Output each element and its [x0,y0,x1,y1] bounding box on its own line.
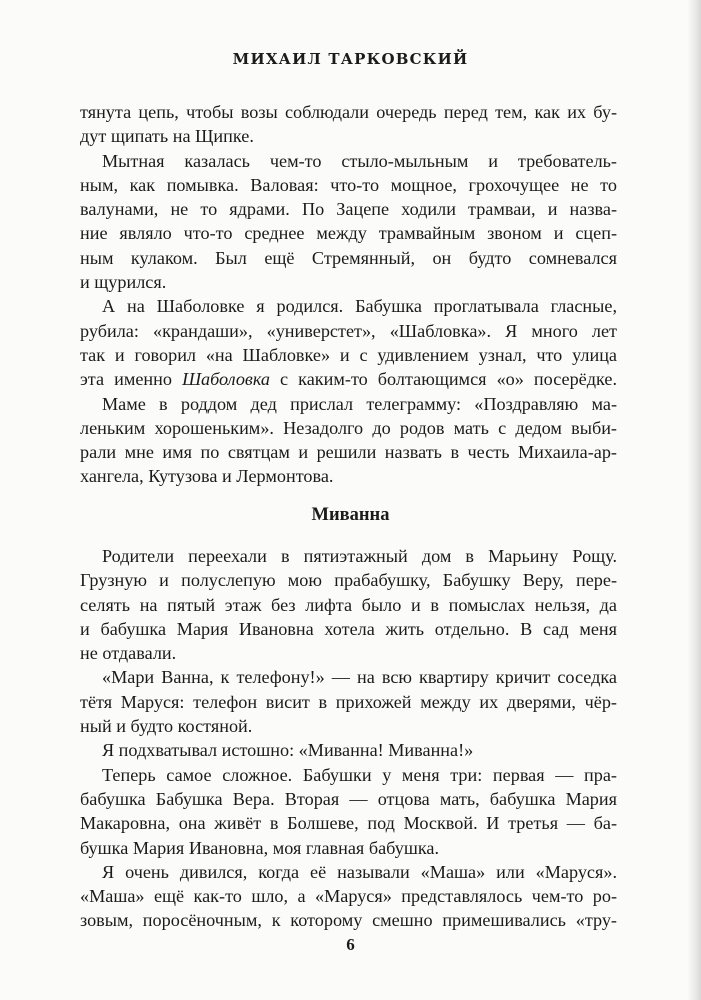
text-line: рали мне имя по святцам и решили назвать в честь Михаила-ар- [80,442,617,463]
section-title: Миванна [311,505,390,525]
text-line: зовым, поросёночным, к которому смешно примешивались «тру- [80,910,617,931]
text-line: валунами, не то ядрами. По Зацепе ходили трамваи, и назва- [80,199,617,220]
text-line: Я очень дивился, когда её называли «Маша» или «Маруся». [102,861,617,882]
text-line: так и говорил «на Шабловке» и с удивлением узнал, что улица [80,344,617,365]
text-line: леньким хорошеньким». Незадолго до родов мать с дедом выби- [80,417,617,438]
text-line: не отдавали. [80,643,177,664]
text-line: Мытная казалась чем-то стыло-мыльным и требователь- [102,150,617,171]
text-fragment: с каким-то болтающимся «о» посерёдке. [269,369,617,390]
text-line: дут щипать на Щипке. [80,126,254,147]
text-line: Я подхватывал истошно: «Миванна! Миванна!» [102,740,474,761]
text-line: хангела, Кутузова и Лермонтова. [80,466,334,487]
text-line: селять на пятый этаж без лифта было и в помыслах нельзя, да [80,594,617,615]
text-block-bottom [80,544,617,933]
text-line: тянута цепь, чтобы возы соблюдали очередь перед тем, как их бу- [80,102,617,122]
text-line: бушка Мария Ивановна, моя главная бабушка. [80,837,440,858]
text-line: Маме в роддом дед прислал телеграмму: «Поздравляю ма- [102,393,617,414]
text-line: ние являло что-то среднее между трамвайным звоном и сцеп- [80,223,617,244]
page-number: 6 [346,935,355,954]
text-line: ным кулаком. Был ещё Стремянный, он будто сомневался [80,247,617,268]
text-line: рубила: «крандаши», «универстет», «Шабловка». Я много лет [80,320,617,341]
text-line: ный и будто костяной. [80,716,253,737]
text-line: и щурился. [80,272,167,293]
text-line-with-emphasis [80,367,617,391]
text-line: и бабушка Мария Ивановна хотела жить отдельно. В сад меня [80,618,617,639]
text-fragment: эта именно [80,369,183,390]
text-line: Грузную и полуслепую мою прабабушку, Бабушку Веру, пере- [80,570,617,591]
text-line: Родители переехали в пятиэтажный дом в Марьину Рощу. [102,546,617,566]
emphasized-word: Шаболовка [182,369,270,390]
text-line: Теперь самое сложное. Бабушки у меня три: первая — пра- [102,764,617,785]
text-block-top [80,100,617,489]
text-line: «Мари Ванна, к телефону!» — на всю квартиру кричит соседка [102,667,617,688]
text-line: «Маша» ещё как-то шло, а «Маруся» представлялось чем-то ро- [80,886,617,907]
text-line: А на Шаболовке я родился. Бабушка проглатывала гласные, [102,296,617,317]
text-line: бабушка Бабушка Вера. Вторая — отцова мать, бабушка Мария [80,788,617,809]
running-head: МИХАИЛ ТАРКОВСКИЙ [232,50,469,68]
page-edge-shadow [687,0,701,1000]
text-line: ным, как помывка. Валовая: что-то мощное, грохочущее не то [80,174,617,195]
text-line: тётя Маруся: телефон висит в прихожей между их дверями, чёр- [80,691,617,712]
text-line: Макаровна, она живёт в Болшеве, под Москвой. И третья — ба- [80,813,617,834]
